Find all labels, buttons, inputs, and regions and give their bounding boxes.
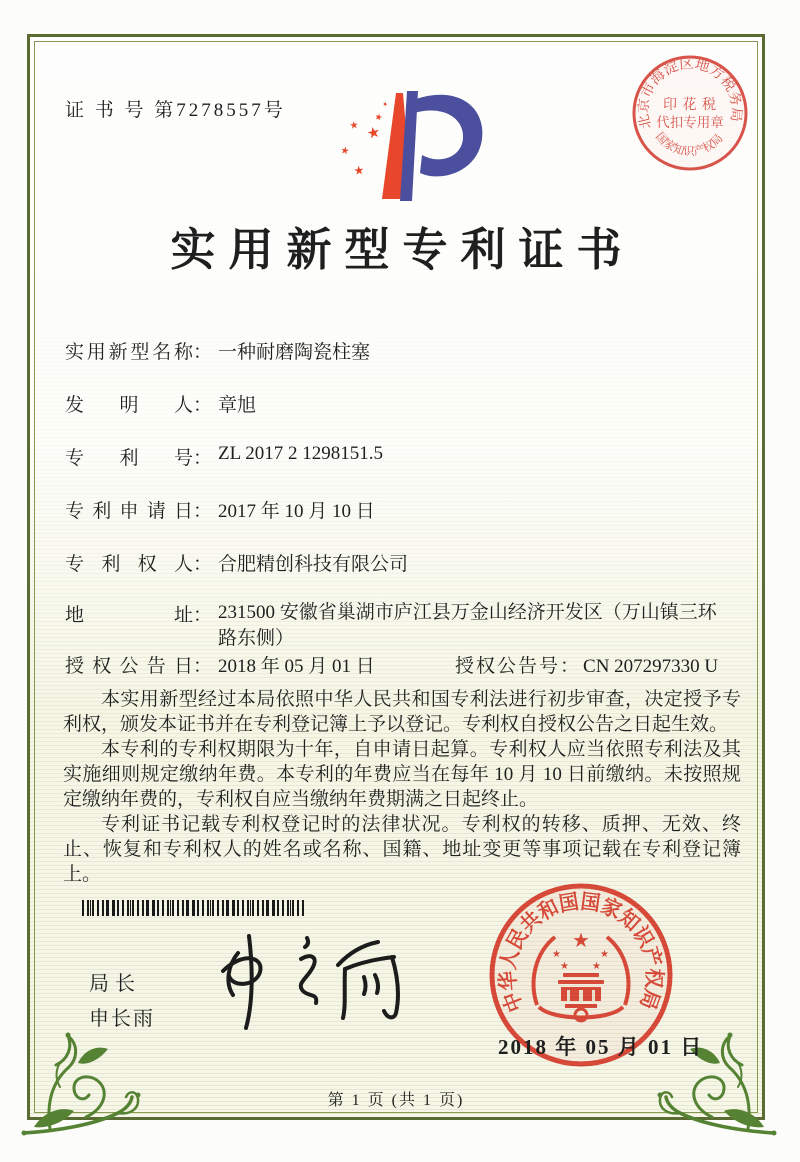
field-colon: ： xyxy=(193,605,213,626)
field-label: 专利申请日 xyxy=(65,501,193,522)
field-row-name xyxy=(65,337,370,364)
field-label: 授权公告号 xyxy=(455,656,561,677)
seal-date: 2018 年 05 月 01 日 xyxy=(498,1035,704,1059)
tax-stamp-center-line2: 代扣专用章 xyxy=(656,115,724,130)
svg-text:★: ★ xyxy=(352,162,366,178)
field-row-grant-date xyxy=(65,651,719,678)
field-label: 发明人 xyxy=(65,395,193,416)
field-label: 实用新型名称 xyxy=(65,342,193,363)
svg-text:★: ★ xyxy=(339,145,351,158)
field-value: CN 207297330 U xyxy=(583,656,719,677)
field-label: 地址 xyxy=(65,605,193,626)
svg-text:★: ★ xyxy=(572,928,590,952)
page-number: 第 1 页 (共 1 页) xyxy=(327,1092,465,1109)
field-colon: ： xyxy=(560,656,580,677)
field-value: 2017 年 10 月 10 日 xyxy=(218,501,375,522)
legal-paragraph-3: 专利证书记载专利权登记时的法律状况。专利权的转移、质押、无效、终止、恢复和专利权人的姓名或名称、国籍、地址变更等事项记载在专利登记簿上。 xyxy=(63,814,741,885)
svg-text:★: ★ xyxy=(365,122,382,143)
field-row-inventor xyxy=(65,390,256,417)
officer-name: 申长雨 xyxy=(89,1008,155,1030)
svg-text:★: ★ xyxy=(348,119,360,132)
corner-flourish-bottom-left xyxy=(20,1029,150,1137)
field-value: 章旭 xyxy=(218,395,257,416)
svg-text:★: ★ xyxy=(600,949,609,960)
svg-text:★: ★ xyxy=(560,961,569,972)
field-colon: ： xyxy=(193,656,213,677)
field-colon: ： xyxy=(193,395,213,416)
field-row-filing-date xyxy=(65,496,375,523)
svg-text:★: ★ xyxy=(552,949,561,960)
svg-text:★: ★ xyxy=(373,112,384,124)
tax-stamp-center-line1: 印 花 税 xyxy=(663,98,717,113)
field-label: 专利权人 xyxy=(65,554,193,575)
legal-text xyxy=(63,687,741,887)
tax-stamp-arc-bottom: 国家知识产权局 xyxy=(652,130,726,159)
certificate-page xyxy=(27,34,765,1120)
field-label: 授权公告日 xyxy=(65,656,193,677)
cnipa-patent-logo xyxy=(330,81,500,206)
svg-text:★: ★ xyxy=(381,100,389,109)
field-value: 合肥精创科技有限公司 xyxy=(218,554,409,575)
field-value: 一种耐磨陶瓷柱塞 xyxy=(218,342,371,363)
certificate-number: 证 书 号 第7278557号 xyxy=(65,100,286,121)
field-colon: ： xyxy=(193,501,213,522)
field-row-patentee xyxy=(65,549,408,576)
legal-paragraph-1: 本实用新型经过本局依照中华人民共和国专利法进行初步审查，决定授予专利权，颁发本证书并在专利登记簿上予以登记。专利权自授权公告之日起生效。 xyxy=(63,689,741,735)
field-colon: ： xyxy=(193,554,213,575)
barcode xyxy=(82,900,304,916)
field-value: ZL 2017 2 1298151.5 xyxy=(218,443,384,464)
field-row-patent-no xyxy=(65,443,383,470)
logo-stars xyxy=(339,100,388,178)
field-value: 231500 安徽省巢湖市庐江县万金山经济开发区（万山镇三环路东侧） xyxy=(218,602,717,649)
field-colon: ： xyxy=(193,342,213,363)
logo-p-bowl xyxy=(414,95,482,177)
director-signature xyxy=(208,929,423,1034)
seal-arc-text: 中华人民共和国国家知识产权局 xyxy=(495,889,667,1016)
svg-text:★: ★ xyxy=(592,961,601,972)
certificate-title: 实用新型专利证书 xyxy=(170,225,635,275)
field-label: 专利号 xyxy=(65,448,193,469)
officer-title: 局长 xyxy=(89,973,141,995)
field-colon: ： xyxy=(193,448,213,469)
legal-paragraph-2: 本专利的专利权期限为十年，自申请日起算。专利权人应当依照专利法及其实施细则规定缴纳年费。本专利的年费应当在每年 10 月 10 日前缴纳。未按照规定缴纳年费的，专利权自应当缴纳年费期满之日起终止。 xyxy=(63,739,741,810)
tax-office-stamp xyxy=(628,51,752,175)
tax-stamp-arc-top: 北京市海淀区地方税务局 xyxy=(635,56,745,131)
field-value: 2018 年 05 月 01 日 xyxy=(218,656,375,677)
field-row-address xyxy=(65,600,723,652)
field-grant-number xyxy=(455,651,718,678)
